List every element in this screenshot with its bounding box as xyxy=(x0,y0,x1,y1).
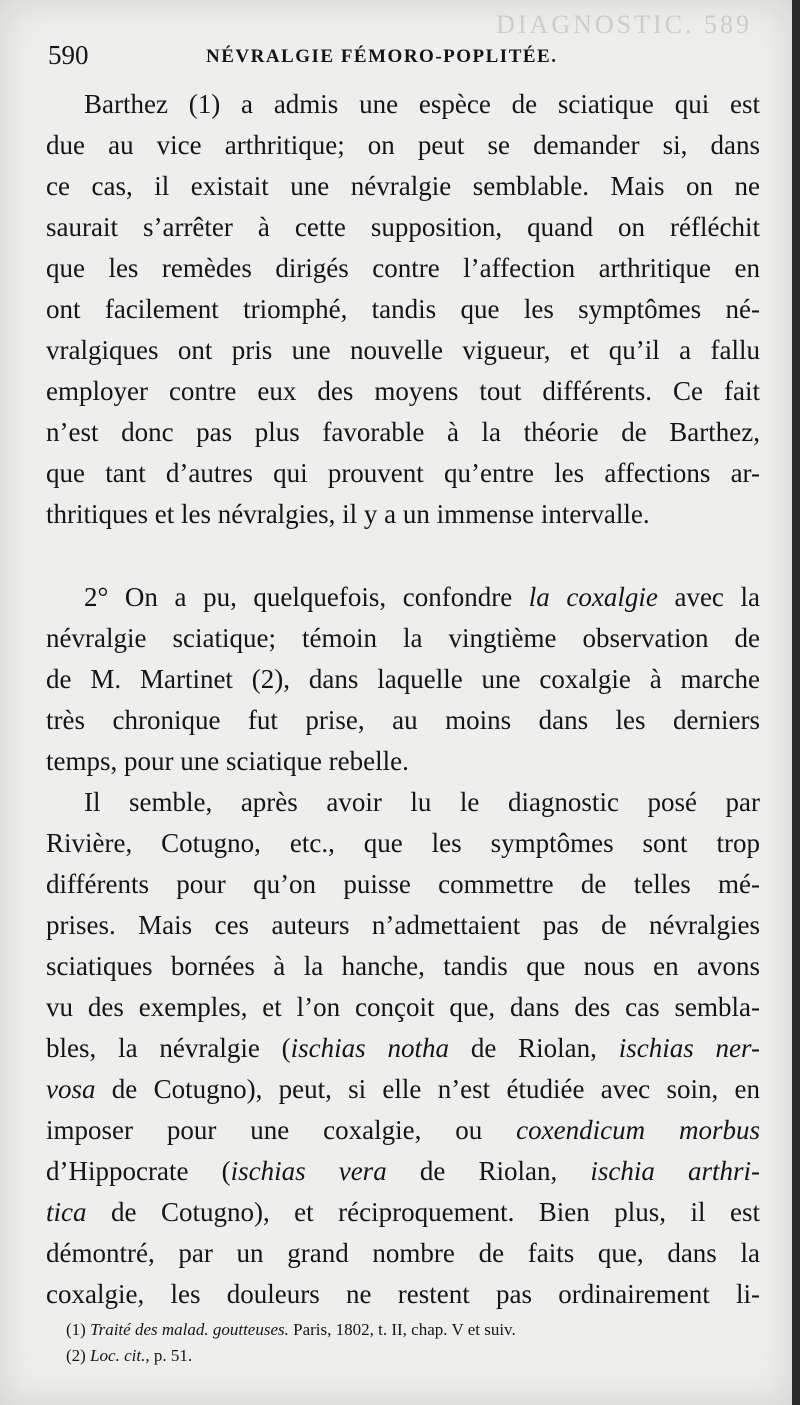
running-title: NÉVRALGIE FÉMORO-POPLITÉE. xyxy=(206,46,558,67)
italic-term: tica xyxy=(46,1197,87,1227)
footnotes xyxy=(66,1317,760,1369)
text-line xyxy=(46,1028,760,1069)
text-line: employer contre eux des moyens tout différents. Ce fait xyxy=(46,376,760,406)
text-line: Barthez (1) a admis une espèce de sciatique qui est xyxy=(84,89,760,119)
text-line: ont facilement triomphé, tandis que les symptômes né- xyxy=(46,294,760,324)
text-line: différents pour qu’on puisse commettre de telles mé- xyxy=(46,869,760,899)
text-line: ce cas, il existait une névralgie semblable. Mais on ne xyxy=(46,171,760,201)
italic-term: ischias vera xyxy=(230,1156,387,1186)
body-text xyxy=(46,84,760,1315)
text-segment: d’Hippocrate ( xyxy=(46,1156,231,1186)
text-segment: 2° On a pu, quelquefois, confondre xyxy=(84,582,529,612)
page-number: 590 xyxy=(48,40,89,70)
text-line: très chronique fut prise, au moins dans les derniers xyxy=(46,705,760,735)
text-line: que les remèdes dirigés contre l’affection arthritique en xyxy=(46,253,760,283)
text-line: n’est donc pas plus favorable à la théorie de Barthez, xyxy=(46,417,760,447)
text-line xyxy=(46,1192,760,1233)
text-line xyxy=(46,577,760,618)
italic-term: coxendicum morbus xyxy=(516,1115,761,1145)
text-line xyxy=(46,1110,760,1151)
italic-term: ischia arthri- xyxy=(590,1156,761,1186)
italic-term: ischias ner- xyxy=(618,1033,760,1063)
text-segment: bles, la névralgie ( xyxy=(46,1033,291,1063)
text-line: Il semble, après avoir lu le diagnostic posé par xyxy=(84,787,760,817)
text-line: prises. Mais ces auteurs n’admettaient pas de névralgies xyxy=(46,910,760,940)
footnote-title: Traité des malad. goutteuses. xyxy=(90,1320,289,1339)
text-segment: de Riolan, xyxy=(386,1156,591,1186)
text-line: Rivière, Cotugno, etc., que les symptômes sont trop xyxy=(46,828,760,858)
footnote-2: (2) Loc. cit., p. 51. xyxy=(66,1346,193,1365)
footnote-title: Loc. cit., xyxy=(90,1346,150,1365)
text-segment: imposer pour une coxalgie, ou xyxy=(46,1115,517,1145)
text-line: thritiques et les névralgies, il y a un immense intervalle. xyxy=(46,499,650,529)
text-line: sciatiques bornées à la hanche, tandis que nous en avons xyxy=(46,951,760,981)
text-line: vu des exemples, et l’on conçoit que, dans des cas sembla- xyxy=(46,992,760,1022)
text-line: vralgiques ont pris une nouvelle vigueur, et qu’il a fallu xyxy=(46,335,760,365)
italic-term: ischias notha xyxy=(290,1033,449,1063)
text-line: névralgie sciatique; témoin la vingtième observation de xyxy=(46,623,760,653)
italic-term: vosa xyxy=(46,1074,96,1104)
text-line xyxy=(46,1069,760,1110)
text-line: que tant d’autres qui prouvent qu’entre les affections ar- xyxy=(46,458,760,488)
bleed-through-text: DIAGNOSTIC. 589 xyxy=(496,10,752,39)
text-line: temps, pour une sciatique rebelle. xyxy=(46,746,409,776)
text-line xyxy=(46,1151,760,1192)
text-segment: de Riolan, xyxy=(449,1033,619,1063)
italic-term: la coxalgie xyxy=(528,582,658,612)
text-line: due au vice arthritique; on peut se demander si, dans xyxy=(46,130,760,160)
page-header xyxy=(48,38,760,78)
text-line: saurait s’arrêter à cette supposition, quand on réfléchit xyxy=(46,212,760,242)
text-segment: de Cotugno), et réciproquement. Bien plus, il est xyxy=(86,1197,760,1227)
text-segment: de Cotugno), peut, si elle n’est étudiée avec soin, en xyxy=(95,1074,760,1104)
text-segment: avec la xyxy=(657,582,760,612)
footnote-1: (1) Traité des malad. goutteuses. Paris, 1802, t. II, chap. V et suiv. xyxy=(66,1320,516,1339)
paragraph-gap xyxy=(46,535,760,577)
text-line: de M. Martinet (2), dans laquelle une coxalgie à marche xyxy=(46,664,760,694)
text-line: coxalgie, les douleurs ne restent pas ordinairement li- xyxy=(46,1279,760,1309)
text-line: démontré, par un grand nombre de faits que, dans la xyxy=(46,1238,760,1268)
